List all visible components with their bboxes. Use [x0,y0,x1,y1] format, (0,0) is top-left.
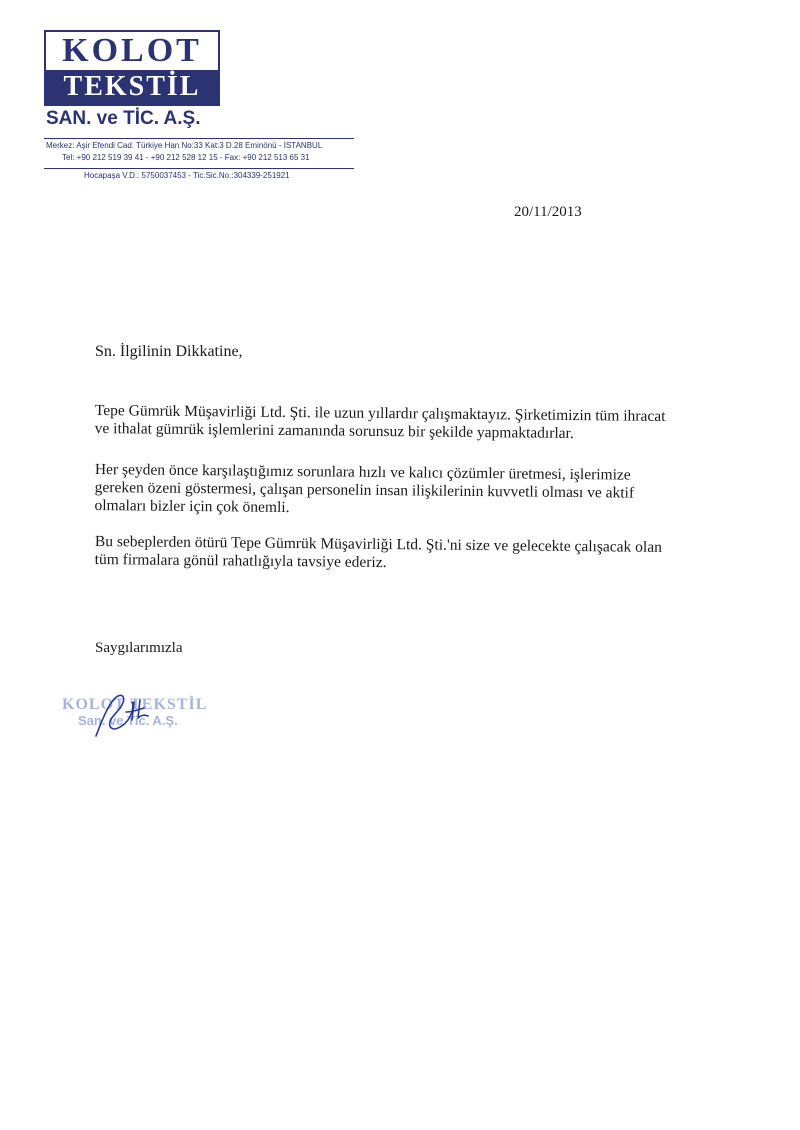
company-tax-info: Hocapaşa V.D.: 5750037453 - Tic.Sic.No.:304339-251921 [84,171,290,180]
logo-line-1: KOLOT [62,32,202,69]
handwritten-signature [88,690,158,742]
letter-date: 20/11/2013 [514,204,582,220]
body-paragraph-1 [95,402,705,444]
paragraph-line: olmaları bizler için çok önemli. [94,496,290,517]
paragraph-line: ve ithalat gümrük işlemlerini zamanında sorunsuz bir şekilde yapmaktadırlar. [94,419,574,443]
stamp-line-2: San. ve Tic. A.Ş. [78,713,178,728]
company-suffix: SAN. ve TİC. A.Ş. [46,108,201,129]
paragraph-line: tüm firmalara gönül rahatlığıyla tavsiye ederiz. [94,550,387,572]
company-logo [44,30,220,106]
company-address: Merkez: Aşir Efendi Cad. Türkiye Han No:33 Kat:3 D.28 Eminönü - İSTANBUL [46,141,323,150]
body-paragraph-3 [95,533,705,575]
salutation: Sn. İlgilinin Dikkatine, [95,343,243,360]
letterhead [44,30,364,190]
letterhead-divider-top [44,138,354,139]
paragraph-line: gereken özeni göstermesi, çalışan personelin insan ilişkilerinin kuvvetli olması ve aktif [94,478,635,502]
body-paragraph-2 [94,461,705,521]
company-phones: Tel: +90 212 519 39 41 - +90 212 528 12 15 - Fax: +90 212 513 65 31 [62,153,310,162]
paragraph-line: Her şeyden önce karşılaştığımız sorunlara hızlı ve kalıcı çözümler üretmesi, işlerimize [94,461,631,484]
logo-line-2: TEKSTİL [46,70,218,104]
stamp-line-1: KOLOT TEKSTİL [62,696,208,713]
paragraph-line: Bu sebeplerden ötürü Tepe Gümrük Müşavirliği Ltd. Şti.'ni size ve gelecekte çalışacak olan [94,533,662,556]
closing: Saygılarımızla [95,640,183,656]
letterhead-divider-bottom [44,168,354,169]
paragraph-line: Tepe Gümrük Müşavirliği Ltd. Şti. ile uzun yıllardır çalışmaktayız. Şirketimizin tüm ihracat [94,402,666,425]
